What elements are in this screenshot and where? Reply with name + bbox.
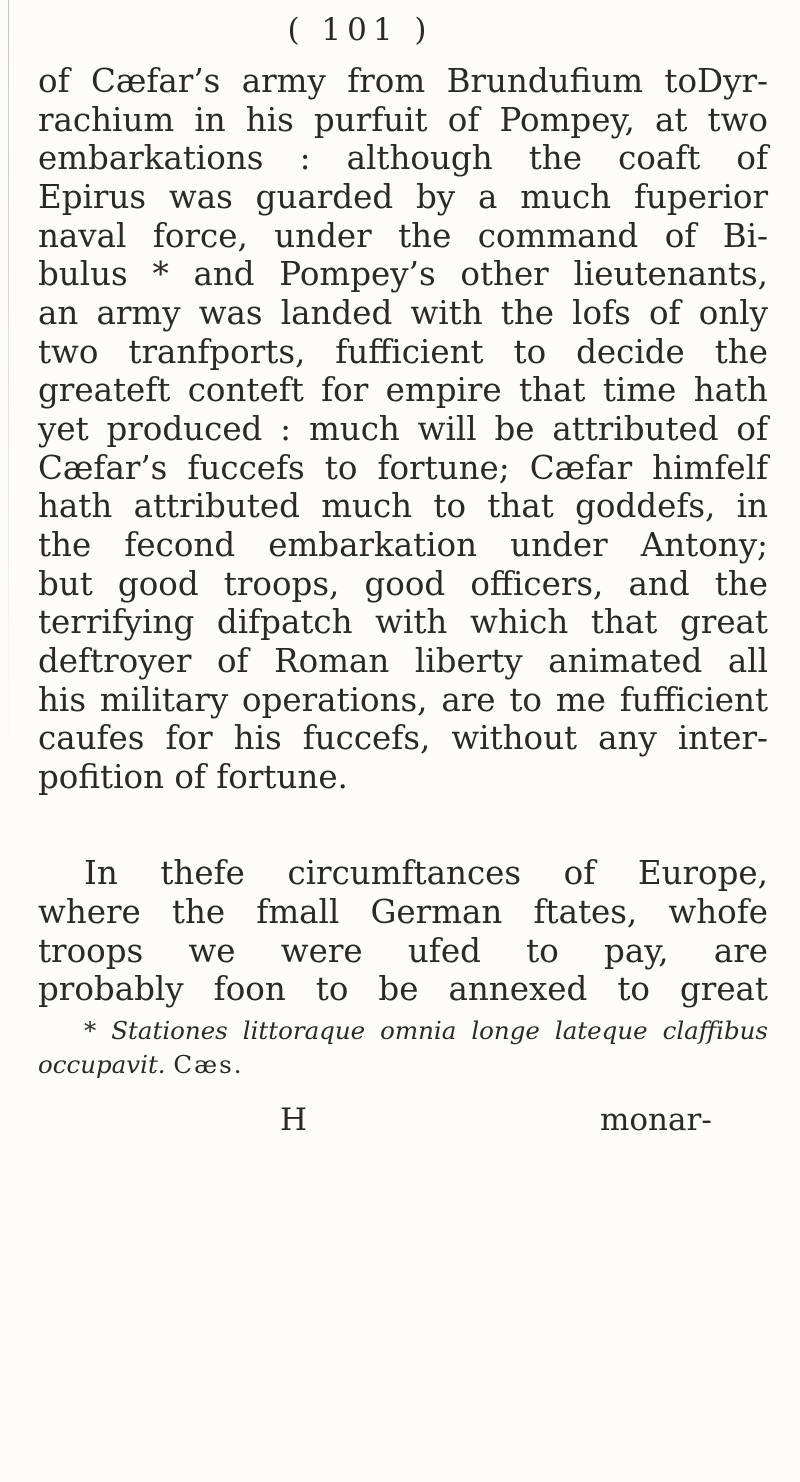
text-line: In thefe circumftances of Europe, (84, 854, 768, 893)
footnote-line (38, 1048, 768, 1082)
text-line: yet produced : much will be attributed of (38, 409, 768, 448)
text-line: embarkations : although the coaft of (38, 139, 768, 178)
text-line: where the fmall German ftates, whofe (38, 893, 768, 932)
footnote (38, 1014, 768, 1082)
main-text (38, 62, 768, 1009)
text-line: naval force, under the command of Bi- (38, 216, 768, 255)
text-line: hath attributed much to that goddefs, in (38, 487, 768, 526)
footnote-author: Cæs. (173, 1050, 244, 1079)
text-line: Cæfar’s fuccefs to fortune; Cæfar himfelf (38, 448, 768, 487)
footnote-text: occupavit. (38, 1050, 166, 1079)
text-line: caufes for his fuccefs, without any inter- (38, 719, 768, 758)
text-line: greateft conteft for empire that time hath (38, 371, 768, 410)
text-line: an army was landed with the lofs of only (38, 293, 768, 332)
text-line: troops we were ufed to pay, are (38, 931, 768, 970)
text-line: the fecond embarkation under Antony; (38, 525, 768, 564)
text-line: probably foon to be annexed to great (38, 970, 768, 1009)
text-line: pofition of fortune. (38, 757, 348, 796)
text-line: bulus * and Pompey’s other lieutenants, (38, 255, 768, 294)
text-line: two tranfports, fufficient to decide the (38, 332, 768, 371)
text-line: of Cæfar’s army from Brundufium toDyr- (38, 62, 768, 100)
text-line: terrifying difpatch with which that great (38, 603, 768, 642)
page-edge-shadow (8, 0, 9, 770)
text-line: Epirus was guarded by a much fuperior (38, 177, 768, 216)
signature-mark: H (280, 1102, 308, 1138)
paragraph-gap (38, 796, 768, 854)
text-line: but good troops, good officers, and the (38, 564, 768, 603)
footnote-line: * Stationes littoraque omnia longe lateque claffibus (84, 1016, 768, 1045)
text-line: rachium in his purfuit of Pompey, at two (38, 100, 768, 139)
catchword: monar- (600, 1102, 712, 1138)
text-line: deftroyer of Roman liberty animated all (38, 641, 768, 680)
page-number: ( 101 ) (287, 12, 433, 48)
text-line: his military operations, are to me fufficient (38, 680, 768, 719)
